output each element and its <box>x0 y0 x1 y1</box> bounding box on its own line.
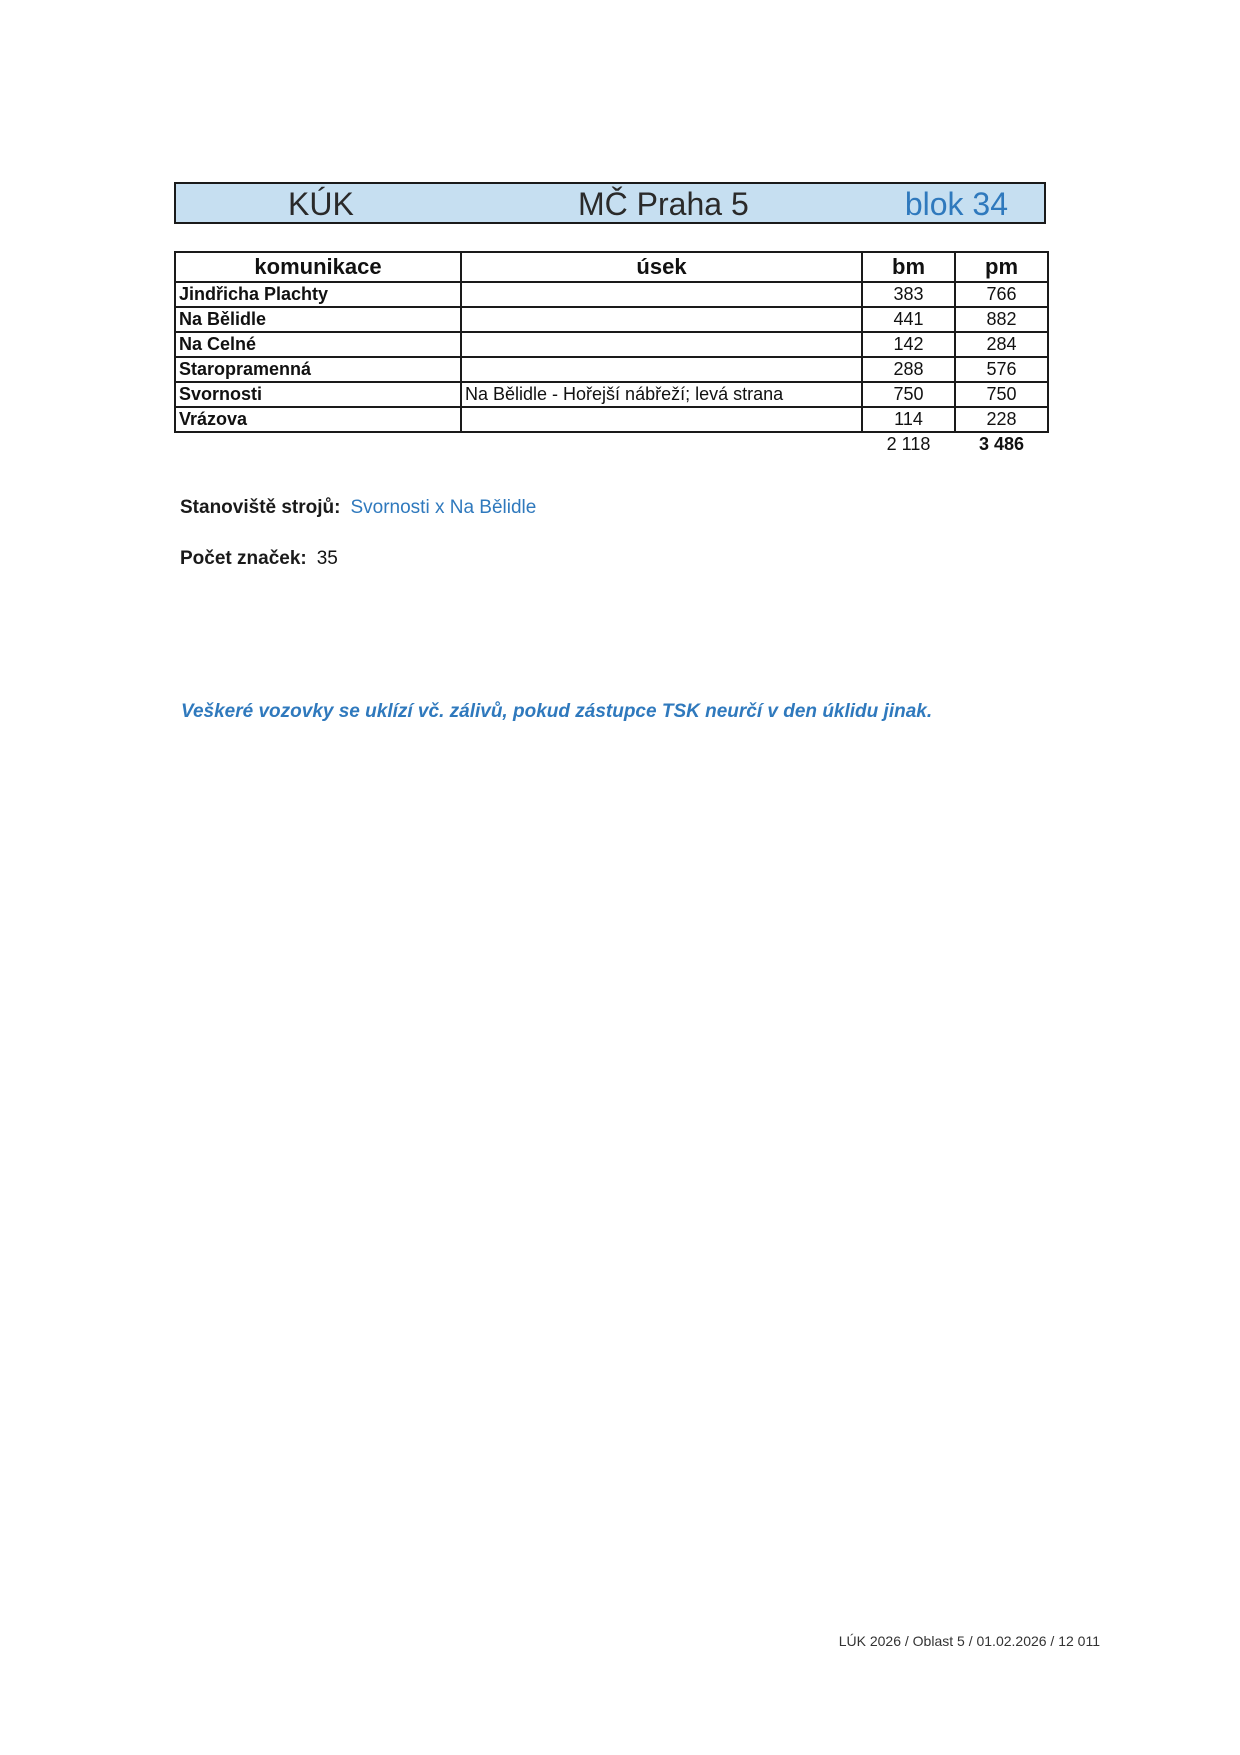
sign-count-value: 35 <box>316 548 338 569</box>
cell-usek <box>461 407 862 432</box>
cell-bm: 114 <box>862 407 955 432</box>
cell-bm: 142 <box>862 332 955 357</box>
table-row <box>175 382 1048 407</box>
table-row <box>175 282 1048 307</box>
table-row <box>175 307 1048 332</box>
cell-usek: Na Bělidle - Hořejší nábřeží; levá strana <box>461 382 862 407</box>
totals-spacer <box>461 432 862 456</box>
machine-station-line <box>180 497 536 519</box>
cell-komunikace: Na Celné <box>175 332 461 357</box>
roads-table <box>174 251 1049 456</box>
cell-pm: 882 <box>955 307 1048 332</box>
cell-bm: 383 <box>862 282 955 307</box>
header-district: MČ Praha 5 <box>578 186 749 222</box>
table-row <box>175 357 1048 382</box>
cell-pm: 228 <box>955 407 1048 432</box>
col-header-pm: pm <box>955 252 1048 282</box>
col-header-bm: bm <box>862 252 955 282</box>
cell-bm: 288 <box>862 357 955 382</box>
header-kuk: KÚK <box>288 186 354 222</box>
cell-pm: 766 <box>955 282 1048 307</box>
table-row <box>175 407 1048 432</box>
cell-komunikace: Na Bělidle <box>175 307 461 332</box>
cell-pm: 576 <box>955 357 1048 382</box>
cell-usek <box>461 282 862 307</box>
machine-station-label: Stanoviště strojů: <box>180 497 341 518</box>
total-pm: 3 486 <box>978 434 1025 454</box>
sign-count-label: Počet značek: <box>180 548 307 569</box>
cell-komunikace: Jindřicha Plachty <box>175 282 461 307</box>
sign-count-line <box>180 548 338 570</box>
col-header-usek: úsek <box>461 252 862 282</box>
col-header-komunikace: komunikace <box>175 252 461 282</box>
cell-pm: 750 <box>955 382 1048 407</box>
header-block: blok 34 <box>904 186 1008 222</box>
cell-bm: 750 <box>862 382 955 407</box>
block-header-bar <box>174 182 1046 224</box>
totals-row <box>175 432 1048 456</box>
total-bm: 2 118 <box>886 434 931 454</box>
cleaning-notice: Veškeré vozovky se uklízí vč. zálivů, pokud zástupce TSK neurčí v den úklidu jinak. <box>181 701 933 722</box>
table-row <box>175 332 1048 357</box>
page-footer: LÚK 2026 / Oblast 5 / 01.02.2026 / 12 011 <box>838 1633 1100 1649</box>
machine-station-value: Svornosti x Na Bělidle <box>350 497 537 518</box>
cell-pm: 284 <box>955 332 1048 357</box>
totals-spacer <box>175 432 461 456</box>
cell-usek <box>461 307 862 332</box>
cell-bm: 441 <box>862 307 955 332</box>
cell-komunikace: Svornosti <box>175 382 461 407</box>
cell-komunikace: Staropramenná <box>175 357 461 382</box>
cell-usek <box>461 332 862 357</box>
cell-usek <box>461 357 862 382</box>
table-header-row <box>175 252 1048 282</box>
cell-komunikace: Vrázova <box>175 407 461 432</box>
